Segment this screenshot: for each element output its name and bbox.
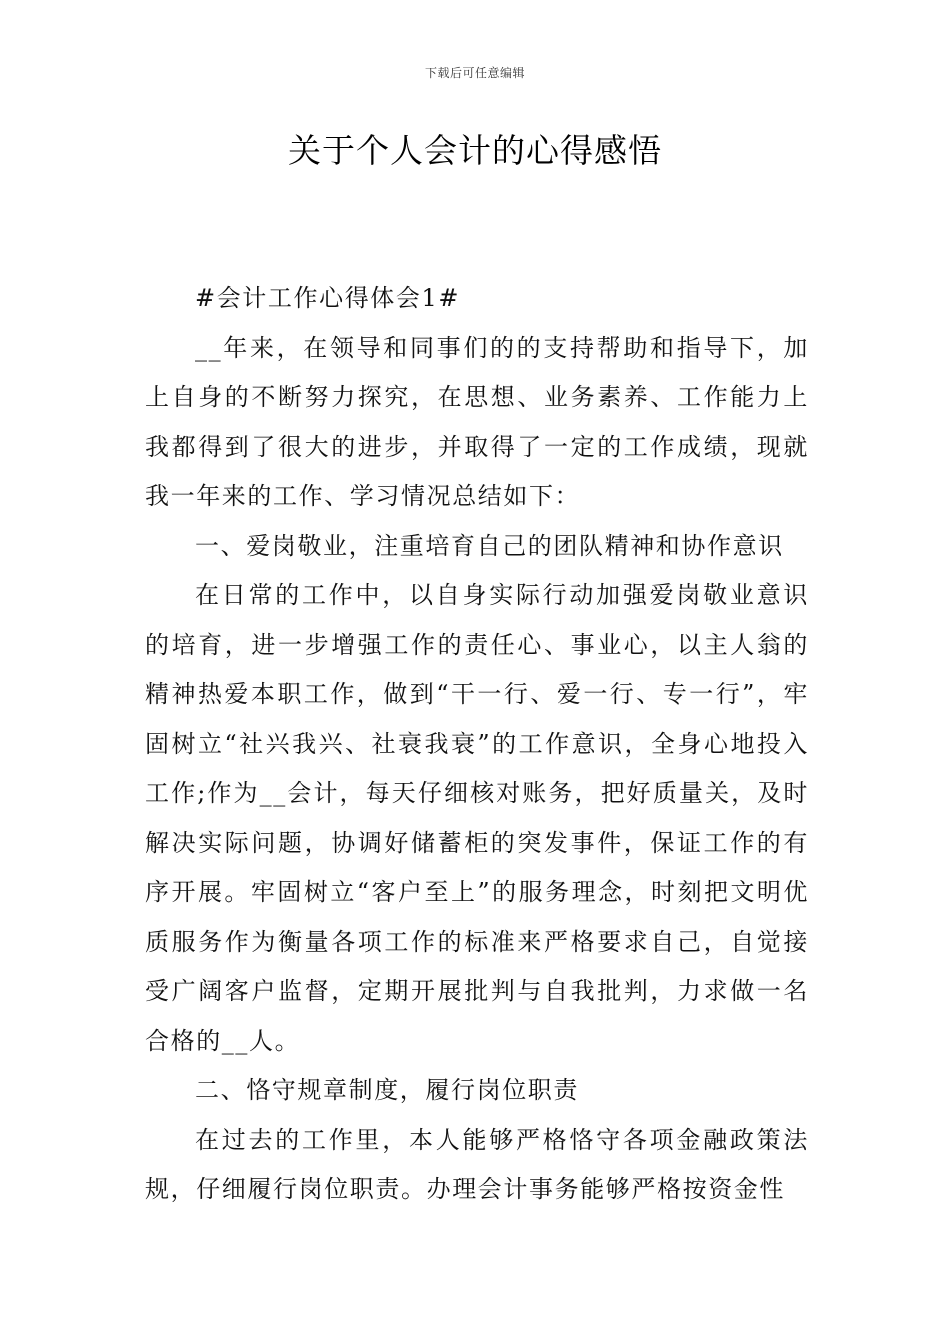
document-body [145, 274, 809, 1215]
header-note: 下载后可任意编辑 [424, 66, 525, 80]
paragraph-regulations: 在过去的工作里，本人能够严格恪守各项金融政策法规，仔细履行岗位职责。办理会计事务能够严格按资金性 [145, 1125, 809, 1203]
section-heading-1: #会计工作心得体会1# [195, 284, 461, 312]
document-title: 关于个人会计的心得感悟 [288, 131, 662, 170]
section-heading-3: 二、恪守规章制度，履行岗位职责 [195, 1076, 579, 1104]
paragraph-daily-work: 在日常的工作中，以自身实际行动加强爱岗敬业意识的培育，进一步增强工作的责任心、事业心，以主人翁的精神热爱本职工作，做到“干一行、爱一行、专一行”，牢固树立“社兴我兴、社衰我衰”的工作意识，全身心地投入工作;作为__会计，每天仔细核对账务，把好质量关，及时解决实际问题，协调好储蓄柜的突发事件，保证工作的有序开展。牢固树立“客户至上”的服务理念，时刻把文明优质服务作为衡量各项工作的标准来严格要求自己，自觉接受广阔客户监督，定期开展批判与自我批判，力求做一名合格的__人。 [145, 581, 809, 1055]
paragraph-intro: __年来，在领导和同事们的的支持帮助和指导下，加上自身的不断努力探究，在思想、业务素养、工作能力上我都得到了很大的进步，并取得了一定的工作成绩，现就我一年来的工作、学习情况总结如下： [145, 333, 809, 510]
section-heading-2: 一、爱岗敬业，注重培育自己的团队精神和协作意识 [195, 531, 784, 560]
